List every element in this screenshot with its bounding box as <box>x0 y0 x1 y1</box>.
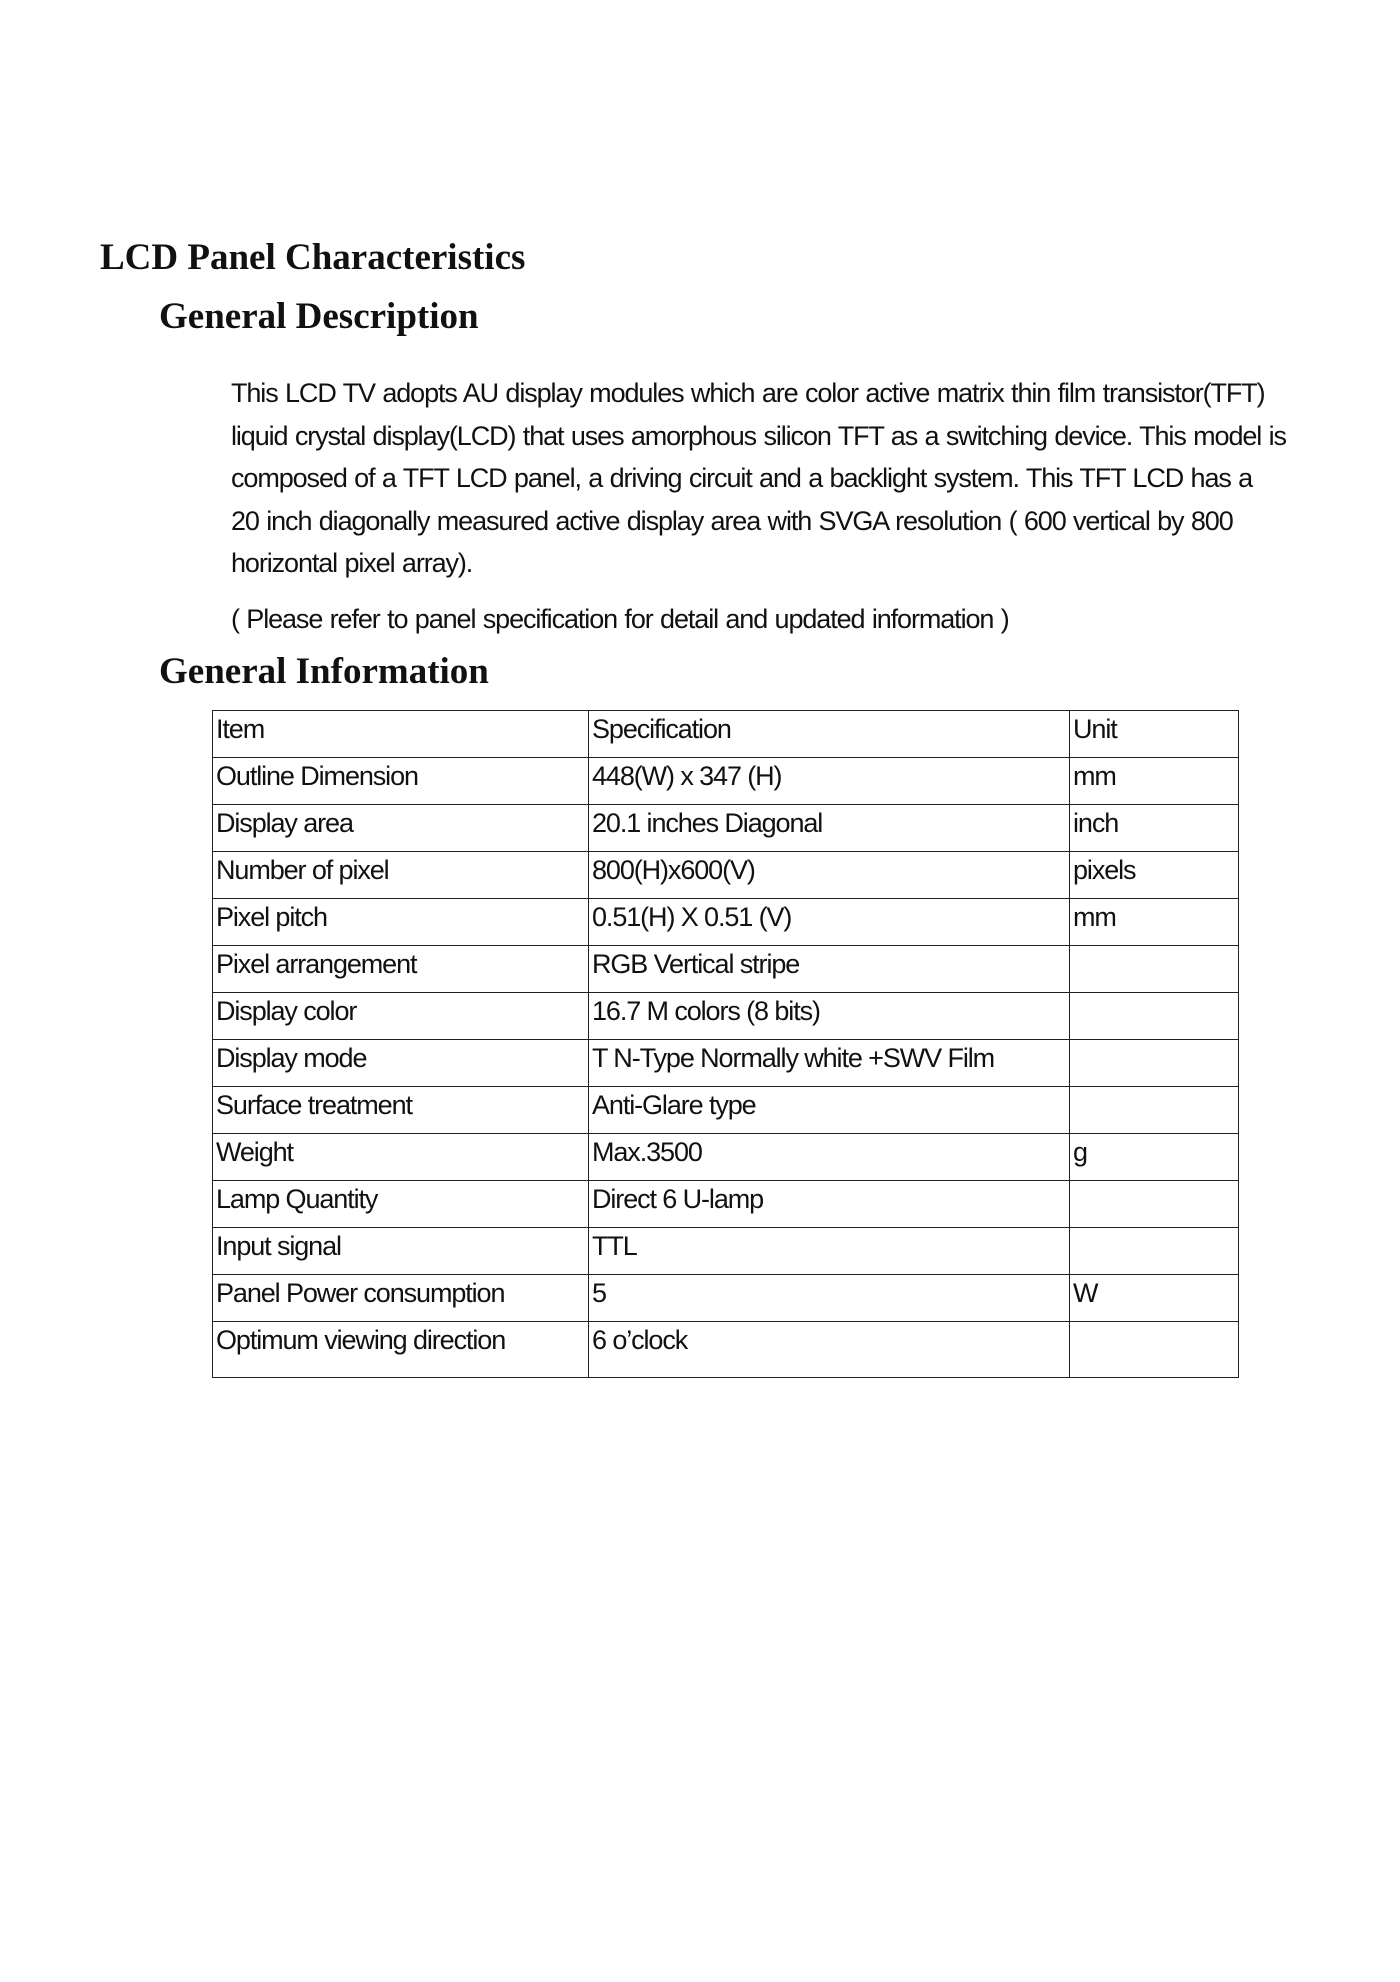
description-line: horizontal pixel array). <box>231 548 473 578</box>
table-row <box>213 852 1239 899</box>
document-title: LCD Panel Characteristics <box>100 237 526 278</box>
table-row <box>213 1040 1239 1087</box>
table-row <box>213 993 1239 1040</box>
description-line: liquid crystal display(LCD) that uses amorphous silicon TFT as a switching device. This model is <box>231 420 1286 451</box>
reference-note-text: ( Please refer to panel specification for detail and updated information ) <box>231 604 1009 634</box>
unit-cell: mm <box>1070 899 1239 946</box>
item-cell: Optimum viewing direction <box>213 1322 589 1378</box>
table-row <box>213 805 1239 852</box>
section-heading-general-information: General Information <box>159 651 489 692</box>
table-row <box>213 1134 1239 1181</box>
unit-cell <box>1070 1087 1239 1134</box>
header-cell-unit: Unit <box>1070 711 1239 758</box>
specification-cell: 20.1 inches Diagonal <box>589 805 1070 852</box>
item-cell: Pixel pitch <box>213 899 589 946</box>
table-row <box>213 1275 1239 1322</box>
unit-cell <box>1070 1228 1239 1275</box>
table-row <box>213 1087 1239 1134</box>
specification-cell: 448(W) x 347 (H) <box>589 758 1070 805</box>
item-cell: Surface treatment <box>213 1087 589 1134</box>
specification-cell: 5 <box>589 1275 1070 1322</box>
table-row <box>213 1228 1239 1275</box>
header-cell-specification: Specification <box>589 711 1070 758</box>
header-cell-item: Item <box>213 711 589 758</box>
section-heading-general-description: General Description <box>159 296 479 337</box>
item-cell: Display color <box>213 993 589 1040</box>
table-row <box>213 1322 1239 1378</box>
table-row <box>213 899 1239 946</box>
description-line: This LCD TV adopts AU display modules which are color active matrix thin film transistor(TFT) <box>231 378 1265 408</box>
specification-cell: 6 o’clock <box>589 1322 1070 1378</box>
description-line: composed of a TFT LCD panel, a driving circuit and a backlight system. This TFT LCD has a <box>231 463 1253 493</box>
unit-cell: inch <box>1070 805 1239 852</box>
specification-cell: Direct 6 U-lamp <box>589 1181 1070 1228</box>
description-paragraph <box>231 372 1341 585</box>
unit-cell: mm <box>1070 758 1239 805</box>
unit-cell: pixels <box>1070 852 1239 899</box>
item-cell: Number of pixel <box>213 852 589 899</box>
unit-cell <box>1070 1040 1239 1087</box>
specification-cell: Max.3500 <box>589 1134 1070 1181</box>
unit-cell <box>1070 946 1239 993</box>
item-cell: Pixel arrangement <box>213 946 589 993</box>
item-cell: Weight <box>213 1134 589 1181</box>
specification-cell: 800(H)x600(V) <box>589 852 1070 899</box>
item-cell: Input signal <box>213 1228 589 1275</box>
specification-cell: RGB Vertical stripe <box>589 946 1070 993</box>
unit-cell: W <box>1070 1275 1239 1322</box>
item-cell: Panel Power consumption <box>213 1275 589 1322</box>
table-row <box>213 1181 1239 1228</box>
description-line: 20 inch diagonally measured active display area with SVGA resolution ( 600 vertical by 800 <box>231 505 1233 536</box>
unit-cell <box>1070 1322 1239 1378</box>
item-cell: Outline Dimension <box>213 758 589 805</box>
table-row <box>213 758 1239 805</box>
reference-note <box>231 598 1341 641</box>
unit-cell <box>1070 1181 1239 1228</box>
table-header-row <box>213 711 1239 758</box>
specification-cell: 16.7 M colors (8 bits) <box>589 993 1070 1040</box>
item-cell: Lamp Quantity <box>213 1181 589 1228</box>
unit-cell: g <box>1070 1134 1239 1181</box>
table-row <box>213 946 1239 993</box>
item-cell: Display area <box>213 805 589 852</box>
specification-cell: Anti-Glare type <box>589 1087 1070 1134</box>
item-cell: Display mode <box>213 1040 589 1087</box>
general-information-table <box>212 710 1239 1378</box>
specification-cell: TTL <box>589 1228 1070 1275</box>
specification-cell: T N-Type Normally white +SWV Film <box>589 1040 1070 1087</box>
unit-cell <box>1070 993 1239 1040</box>
specification-cell: 0.51(H) X 0.51 (V) <box>589 899 1070 946</box>
